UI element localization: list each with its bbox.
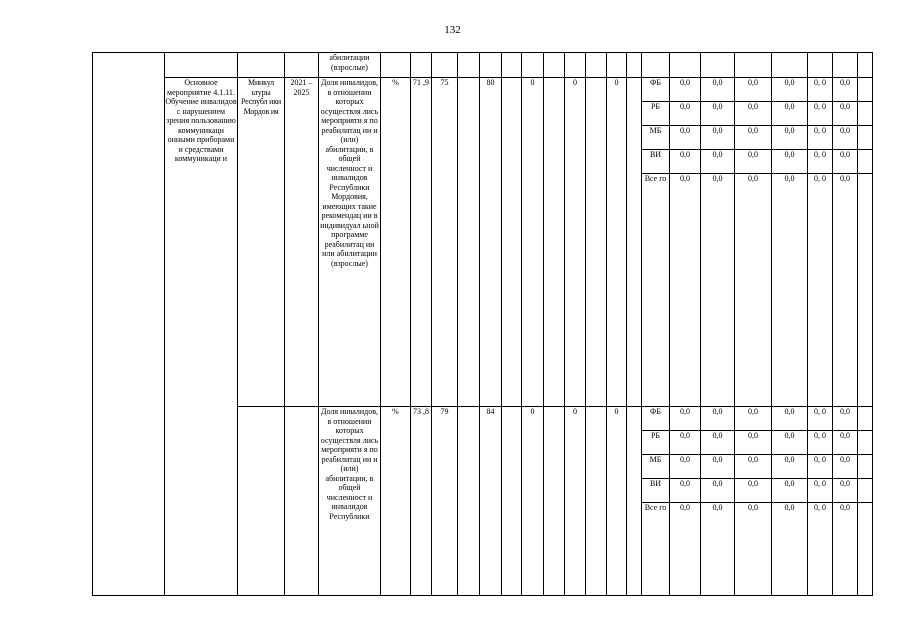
blank-left-column (93, 53, 165, 596)
fin-value: 0, 0 (808, 407, 833, 431)
fin-value: 0,0 (772, 455, 808, 479)
executor: Минкул ьтуры Республ ики Мордов ия (238, 78, 285, 407)
block2-indicator: Доля инвалидов, в отношении которых осуществля лись мероприяти я по реабилитац ии и (или) абилитации, в общей численност и инвалидов Республики (319, 407, 381, 596)
fin-value: 0,0 (735, 455, 772, 479)
program-table (92, 52, 873, 596)
fin-value: 0,0 (772, 102, 808, 126)
fin-value: 0,0 (772, 150, 808, 174)
fin-value: 0, 0 (808, 479, 833, 503)
fin-value: 0, 0 (808, 102, 833, 126)
fin-value: 0,0 (735, 126, 772, 150)
fin-source: МБ (642, 126, 670, 150)
fin-source: ВИ (642, 150, 670, 174)
fin-value: 0,0 (670, 174, 701, 407)
block1-value-5: 0 (565, 78, 586, 407)
fin-value: 0,0 (670, 78, 701, 102)
fin-value: 0,0 (833, 150, 858, 174)
fin-value: 0,0 (701, 150, 735, 174)
period: 2021 – 2025 (285, 78, 319, 407)
fin-value: 0,0 (833, 102, 858, 126)
fin-value: 0, 0 (808, 126, 833, 150)
fin-value: 0, 0 (808, 455, 833, 479)
fin-source: МБ (642, 455, 670, 479)
top-row (93, 53, 873, 78)
fin-value: 0,0 (701, 455, 735, 479)
fin-value: 0,0 (735, 431, 772, 455)
fin-value: 0,0 (833, 78, 858, 102)
fin-value: 0,0 (735, 479, 772, 503)
fin-value: 0, 0 (808, 431, 833, 455)
fin-value: 0,0 (735, 503, 772, 596)
fin-value: 0,0 (833, 455, 858, 479)
block2-value-1: 73 ,8 (411, 407, 432, 596)
fin-value: 0,0 (670, 102, 701, 126)
fin-value: 0,0 (833, 126, 858, 150)
fin-value: 0, 0 (808, 503, 833, 596)
fin-value: 0,0 (833, 479, 858, 503)
fin-value: 0,0 (701, 407, 735, 431)
fin-value: 0,0 (772, 174, 808, 407)
fin-value: 0,0 (701, 174, 735, 407)
block1-row-fb (93, 78, 873, 102)
block1-value-1: 71 ,9 (411, 78, 432, 407)
fin-value: 0,0 (701, 126, 735, 150)
fin-value: 0, 0 (808, 78, 833, 102)
fin-source-total: Все го (642, 503, 670, 596)
main-activity-name: Основное мероприятие 4.1.11. Обучение инвалидов с нарушением зрения пользованию коммуникаци онными приборами и средствами коммуникаци и (165, 78, 238, 596)
block1-indicator: Доля инвалидов, в отношении которых осуществля лись мероприяти я по реабилитац ии и (или) абилитации, в общей численност и инвалидов Республики Мордовия, имеющих такие рекомендац ии в индивидуал ьной программе реабилитац ии или абилитации (взрослые) (319, 78, 381, 407)
fin-value: 0,0 (670, 503, 701, 596)
fin-value: 0,0 (772, 479, 808, 503)
fin-source: РБ (642, 431, 670, 455)
fin-value: 0,0 (833, 174, 858, 407)
fin-value: 0,0 (701, 78, 735, 102)
fin-value: 0,0 (670, 150, 701, 174)
fin-value: 0,0 (772, 407, 808, 431)
fin-source: ВИ (642, 479, 670, 503)
fin-value: 0,0 (701, 102, 735, 126)
fin-value: 0,0 (670, 479, 701, 503)
fin-value: 0,0 (772, 431, 808, 455)
fin-value: 0,0 (670, 455, 701, 479)
fin-value: 0,0 (701, 431, 735, 455)
fin-value: 0,0 (670, 431, 701, 455)
page-number: 132 (444, 24, 461, 36)
block2-value-4: 0 (522, 407, 544, 596)
fin-source: РБ (642, 102, 670, 126)
fin-value: 0,0 (670, 126, 701, 150)
block1-value-4: 0 (522, 78, 544, 407)
fin-value: 0,0 (701, 479, 735, 503)
block1-value-6: 0 (607, 78, 627, 407)
fin-value: 0,0 (833, 407, 858, 431)
fin-source-total: Все го (642, 174, 670, 407)
fin-value: 0, 0 (808, 174, 833, 407)
block2-unit: % (381, 407, 411, 596)
block2-value-3: 84 (480, 407, 502, 596)
fin-value: 0,0 (670, 407, 701, 431)
fin-value: 0,0 (735, 78, 772, 102)
block2-value-2: 79 (432, 407, 458, 596)
fin-value: 0, 0 (808, 150, 833, 174)
block1-value-2: 75 (432, 78, 458, 407)
fin-value: 0,0 (772, 503, 808, 596)
fin-value: 0,0 (833, 503, 858, 596)
fin-value: 0,0 (833, 431, 858, 455)
block2-value-6: 0 (607, 407, 627, 596)
fin-value: 0,0 (772, 126, 808, 150)
block1-unit: % (381, 78, 411, 407)
fin-value: 0,0 (735, 407, 772, 431)
fin-value: 0,0 (772, 78, 808, 102)
block1-value-3: 80 (480, 78, 502, 407)
fin-value: 0,0 (701, 503, 735, 596)
fin-value: 0,0 (735, 174, 772, 407)
indicator-tail: абилитации (взрослые) (319, 53, 381, 78)
fin-source: ФБ (642, 78, 670, 102)
fin-source: ФБ (642, 407, 670, 431)
fin-value: 0,0 (735, 102, 772, 126)
block2-value-5: 0 (565, 407, 586, 596)
fin-value: 0,0 (735, 150, 772, 174)
